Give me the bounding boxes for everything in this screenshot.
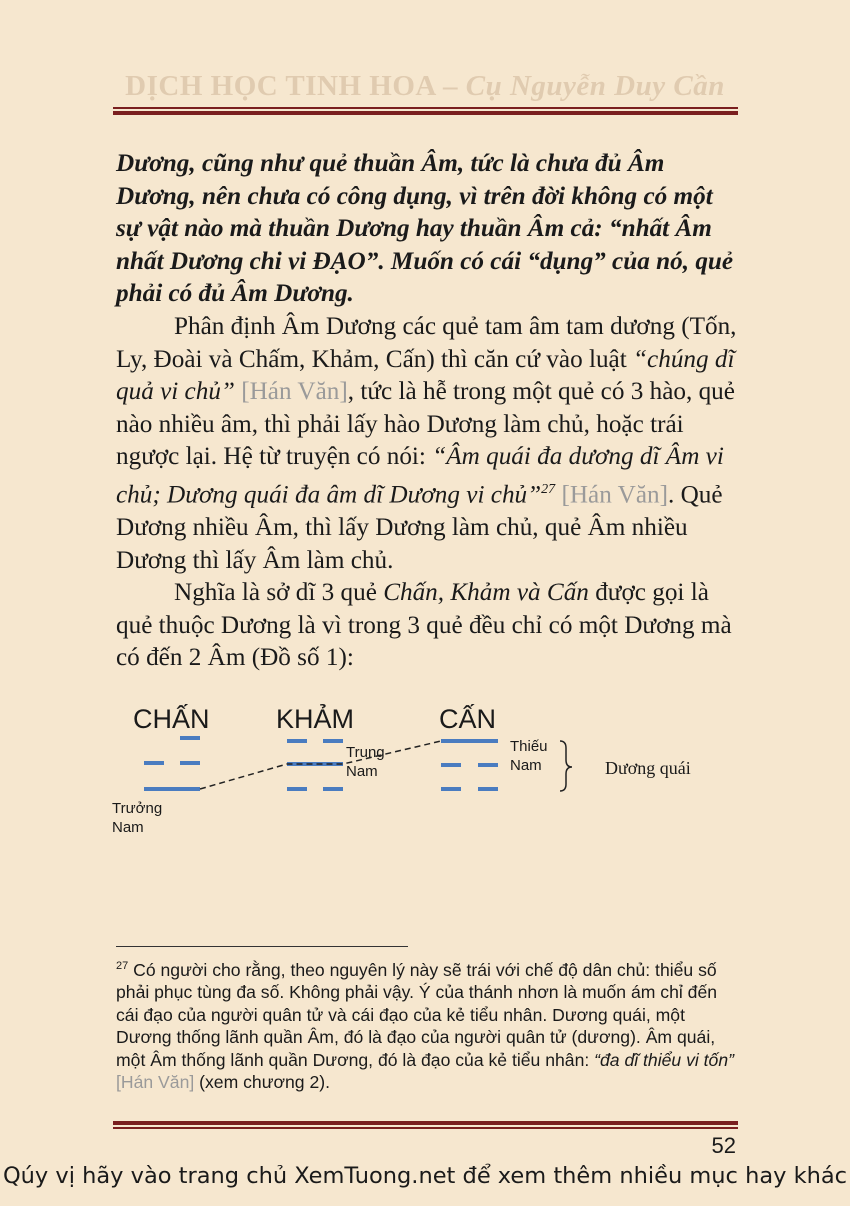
footnote-han-van: [Hán Văn]: [116, 1072, 195, 1093]
label-trung-nam: [346, 743, 385, 781]
footnote-text-a: Có người cho rằng, theo nguyên lý này sẽ trái với chế độ dân chủ: thiểu số phải phục tùng đa số. Không phải vậy. Ý của thánh nhơn là muốn ám chỉ đến cái đạo của người quân tử và cái đạo của kẻ tiểu nhân. Dương quái, một Dương thống lãnh quần Âm, đó là đạo của người quân tử (dương). Âm quái, một Âm thống lãnh quần Dương, đó là đạo của kẻ tiểu nhân:: [116, 959, 718, 1070]
trigram-diagram: [100, 700, 740, 850]
trigram-name-kham: KHẢM: [276, 704, 355, 734]
p3-text-a: Nghĩa là sở dĩ 3 quẻ: [174, 579, 384, 607]
page-number: 52: [711, 1133, 736, 1158]
footer-rule-bottom: [113, 1127, 738, 1129]
brace-icon: [560, 741, 572, 791]
label-truong-nam: [112, 799, 162, 837]
label-trung-line1: Trung: [346, 744, 385, 761]
label-truong-line1: Trưởng: [112, 800, 163, 817]
trigram-chan: [144, 738, 200, 789]
p2-text-b: , tức là hễ trong một quẻ có 3 hào, quẻ nào nhiều âm, thì phải lấy hào Dương làm chủ, hoặc trái ngược lại. Hệ từ truyện có nói:: [116, 378, 735, 471]
trigram-name-can: CẤN: [439, 704, 497, 734]
group-label-duong-quai: Dương quái: [605, 758, 691, 778]
footnote-text-b: (xem chương 2).: [194, 1072, 331, 1093]
footnote-italic: “đa dĩ thiểu vi tốn”: [594, 1049, 734, 1070]
intro-bold-paragraph: Dương, cũng như quẻ thuần Âm, tức là chưa đủ Âm Dương, nên chưa có công dụng, vì trên đời không có một sự vật nào mà thuần Dương hay thuần Âm cả: “nhất Âm nhất Dương chi vi ĐẠO”. Muốn có cái “dụng” của nó, quẻ phải có đủ Âm Dương.: [116, 150, 734, 308]
p2-han-van-2: [Hán Văn]: [555, 481, 668, 509]
p2-quote: “chúng dĩ quả vi chủ”: [116, 345, 735, 406]
p2-text-a: Phân định Âm Dương các quẻ tam âm tam dương (Tốn, Ly, Đoài và Chấm, Khảm, Cấn) thì căn cứ vào luật: [116, 312, 737, 373]
p2-han-van-1: [Hán Văn]: [234, 378, 348, 406]
footnote-separator: [116, 946, 408, 947]
label-truong-line2: Nam: [112, 819, 144, 836]
p3-italic: Chấn, Khảm và Cấn: [383, 579, 589, 607]
p3-text-b: được gọi là quẻ thuộc Dương là vì trong 3 quẻ đều chỉ có một Dương mà có đến 2 Âm (Đồ số 1):: [116, 579, 732, 672]
footer-rule-top: [113, 1121, 738, 1125]
label-thieu-line2: Nam: [510, 757, 542, 774]
header-author: Cụ Nguyễn Duy Cần: [465, 70, 725, 102]
footnote: [116, 955, 741, 1094]
body-text: [116, 148, 738, 675]
trigram-name-chan: CHẤN: [133, 704, 210, 734]
header-rule-top: [113, 107, 738, 109]
label-trung-line2: Nam: [346, 763, 378, 780]
header-title: DỊCH HỌC TINH HOA –: [125, 70, 466, 102]
p2-quote-2: “Âm quái đa dương dĩ Âm vi chủ; Dương quái đa âm dĩ Dương vi chủ”: [116, 443, 724, 509]
label-thieu-nam: [510, 737, 548, 775]
trigram-kham: [287, 741, 343, 789]
running-header: [0, 70, 850, 103]
footnote-ref: 27: [541, 481, 556, 497]
site-banner[interactable]: Qúy vị hãy vào trang chủ XemTuong.net để xem thêm nhiều mục hay khác: [2, 1163, 848, 1189]
label-thieu-line1: Thiếu: [510, 738, 548, 755]
header-rule-bottom: [113, 111, 738, 115]
footnote-number: 27: [116, 960, 129, 972]
trigram-can: [441, 741, 498, 789]
p2-text-c: . Quẻ Dương nhiều Âm, thì lấy Dương làm chủ, quẻ Âm nhiều Dương thì lấy Âm làm chủ.: [116, 481, 723, 574]
